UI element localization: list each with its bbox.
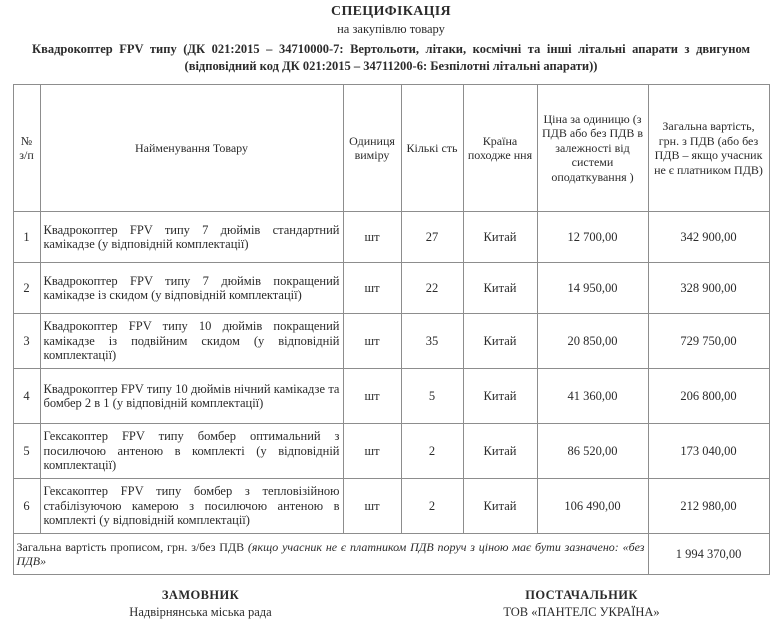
row-item-name: Квадрокоптер FPV типу 10 дюймів покращений камікадзе із подвійним скидом (у відповідній комплектації) (40, 314, 343, 369)
table-body (13, 212, 769, 534)
row-item-name: Квадрокоптер FPV типу 7 дюймів покращений камікадзе із скидом (у відповідній комплектації) (40, 263, 343, 314)
row-number: 1 (13, 212, 40, 263)
row-total-price: 173 040,00 (648, 424, 769, 479)
row-unit: шт (343, 479, 401, 534)
supplier-role-label: ПОСТАЧАЛЬНИК (525, 588, 638, 602)
column-header-country: Країна походже ння (463, 85, 537, 212)
row-quantity: 2 (401, 479, 463, 534)
supplier-name: ТОВ «ПАНТЕЛС УКРАЇНА» (503, 605, 660, 619)
signature-supplier (391, 587, 772, 620)
row-country: Китай (463, 314, 537, 369)
row-quantity: 22 (401, 263, 463, 314)
row-number: 5 (13, 424, 40, 479)
page-title: СПЕЦИФІКАЦІЯ (331, 4, 451, 19)
row-unit-price: 86 520,00 (537, 424, 648, 479)
customer-role-label: ЗАМОВНИК (161, 588, 240, 602)
signature-block (0, 587, 782, 620)
row-total-price: 328 900,00 (648, 263, 769, 314)
row-country: Китай (463, 212, 537, 263)
row-item-name: Гексакоптер FPV типу бомбер оптимальний з посилючою антеною в комплекті (у відповідній комплектації) (40, 424, 343, 479)
customer-name: Надвірнянська міська рада (129, 605, 272, 619)
row-unit: шт (343, 369, 401, 424)
row-country: Китай (463, 369, 537, 424)
row-quantity: 27 (401, 212, 463, 263)
column-header-name: Найменування Товару (40, 85, 343, 212)
procurement-object: Квадрокоптер FPV типу (ДК 021:2015 – 34710000-7: Вертольоти, літаки, космічні та інші літальні апарати з двигуном (відповідний код ДК 021:2015 – 34711200-6: Безпілотні літальні апарати)) (32, 42, 750, 73)
grand-total-label-plain: Загальна вартість прописом, грн. з/без ПДВ (16, 539, 248, 554)
row-unit: шт (343, 212, 401, 263)
row-country: Китай (463, 263, 537, 314)
row-country: Китай (463, 479, 537, 534)
row-unit-price: 20 850,00 (537, 314, 648, 369)
row-number: 2 (13, 263, 40, 314)
row-item-name: Гексакоптер FPV типу бомбер з тепловізійною стабілізуючою камерою з посилючою антеною в комплекті (у відповідній комплектації) (40, 479, 343, 534)
grand-total-label (13, 534, 648, 575)
column-header-unit: Одиниця виміру (343, 85, 401, 212)
row-item-name: Квадрокоптер FPV типу 10 дюймів нічний камікадзе та бомбер 2 в 1 (у відповідній комплектації) (40, 369, 343, 424)
table-header (13, 85, 769, 212)
row-quantity: 35 (401, 314, 463, 369)
table-row (13, 424, 769, 479)
column-header-quantity: Кількі сть (401, 85, 463, 212)
column-header-unit-price: Ціна за одиницю (з ПДВ або без ПДВ в залежності від системи оподаткування ) (537, 85, 648, 212)
row-unit-price: 12 700,00 (537, 212, 648, 263)
signature-customer (10, 587, 391, 620)
row-item-name: Квадрокоптер FPV типу 7 дюймів стандартний камікадзе (у відповідній комплектації) (40, 212, 343, 263)
grand-total-label-italic: (якщо учасник не є платником ПДВ поруч з ціною має бути зазначено: «без ПДВ» (16, 539, 645, 568)
table-row (13, 369, 769, 424)
specification-table-container (0, 84, 782, 575)
table-row (13, 479, 769, 534)
column-header-number: № з/п (13, 85, 40, 212)
column-header-total-price: Загальна вартість, грн. з ПДВ (або без ПДВ – якщо учасник не є платником ПДВ) (648, 85, 769, 212)
table-row (13, 314, 769, 369)
row-total-price: 729 750,00 (648, 314, 769, 369)
row-quantity: 2 (401, 424, 463, 479)
row-number: 3 (13, 314, 40, 369)
table-row (13, 212, 769, 263)
page-subtitle: на закупівлю товару (337, 22, 445, 36)
table-footer (13, 534, 769, 575)
row-unit: шт (343, 424, 401, 479)
row-number: 4 (13, 369, 40, 424)
row-unit-price: 14 950,00 (537, 263, 648, 314)
row-total-price: 212 980,00 (648, 479, 769, 534)
row-total-price: 206 800,00 (648, 369, 769, 424)
row-unit: шт (343, 263, 401, 314)
specification-table (13, 84, 770, 575)
row-unit-price: 106 490,00 (537, 479, 648, 534)
row-country: Китай (463, 424, 537, 479)
table-row (13, 263, 769, 314)
grand-total-value: 1 994 370,00 (648, 534, 769, 575)
row-unit-price: 41 360,00 (537, 369, 648, 424)
row-quantity: 5 (401, 369, 463, 424)
row-total-price: 342 900,00 (648, 212, 769, 263)
document-header (0, 0, 782, 75)
row-unit: шт (343, 314, 401, 369)
row-number: 6 (13, 479, 40, 534)
grand-total-row (13, 534, 769, 575)
table-header-row (13, 85, 769, 212)
